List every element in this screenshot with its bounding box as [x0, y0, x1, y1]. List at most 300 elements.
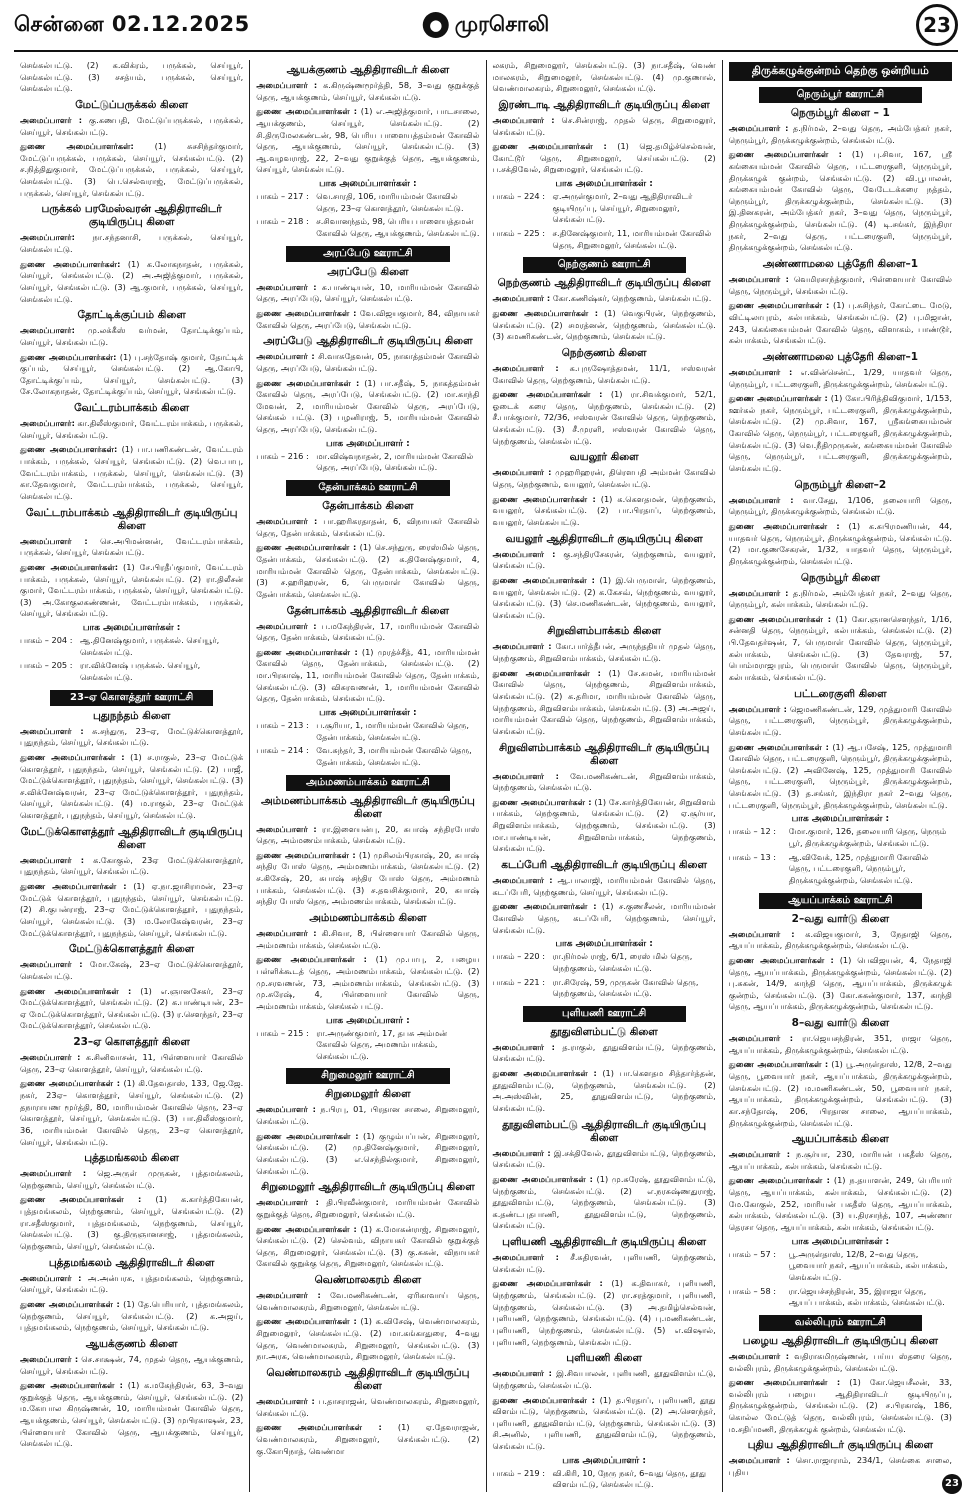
entry-paragraph [729, 955, 952, 1013]
entry-text: வெமிரசாந்த்குமார், பிள்ளையார் கோவில் தெரு, நெரும்பூர், செங்கல்பட்டு. [728, 274, 952, 296]
panchayat-banner: நெற்குணம் ஊராட்சி [523, 257, 686, 273]
section [729, 1439, 952, 1452]
pagam-row [729, 852, 952, 887]
entry-text: (1) கோ.பிரித்திவிகுமார், 1/153, ஊர்கல் நகர், நெரும்பூர், பட்டரைகுளி, திருக்கழுக்குன்றம், செங்கல்பட்டு. (2) மு.சிவா, 167, ஸ்ரீகங்கையம்மன் கோவில் தெரு, நெரும்பூர், பட்டரைகுளி, திருக்கழுக்குன்றம், செங்கல்பட்டு. (3) வெ.நீதிமுருகன், கங்கையம்மன் கோவில் தெரு, நெரும்பூர், பட்டரைகுளி, திருக்கழுக்குன்றம், செங்கல்பட்டு. [728, 393, 952, 474]
entry-paragraph [493, 575, 716, 622]
entry-label: அமைப்பாளர் : [492, 114, 555, 125]
entry-text: செ.சாக்ஷன், 74, முதல் தெரு, ஆயக்குணம், செய்யூர், செங்கல்பட்டு. [20, 1353, 244, 1376]
section-heading: வேட்டரம்பாக்கம் கிளை [74, 402, 190, 415]
section-heading: சிறுவிளம்பாக்கம் ஆதிதிராவிடர் குடியிருப்பு கிளை [498, 741, 710, 767]
section [256, 1181, 479, 1194]
entry-paragraph [256, 824, 479, 847]
section [20, 1257, 243, 1270]
section-heading: வேட்டரம்பாக்கம் ஆதிதிராவிடர் குடியிருப்பு கிளை [25, 506, 238, 532]
section-heading: வயலூர் ஆதிதிராவிடர் குடியிருப்பு கிளை [505, 532, 703, 545]
entry-label: துணை அமைப்பாளர்கள் : [728, 1059, 829, 1070]
entry-paragraph [729, 1149, 952, 1172]
section [20, 1338, 243, 1351]
section-heading: தூதுவிளம்பட்டு கிளை [550, 1025, 658, 1038]
entry [729, 1351, 952, 1374]
entry-paragraph [20, 1168, 243, 1191]
entry-label: அமைப்பாளர் : [728, 494, 794, 505]
entry-label: அமைப்பாளர் : [20, 725, 84, 736]
entry-paragraph [493, 467, 716, 490]
section-heading: 8–வது வார்டு கிளை [791, 1017, 890, 1030]
entry-paragraph [20, 418, 243, 441]
entry-label: துணை அமைப்பாளர்கள் : [492, 389, 603, 400]
section-heading: மேட்டுக்கொளத்தூர் ஆதிதிராவிடர் குடியிருப்பு கிளை [20, 825, 243, 851]
section-heading: நெரும்பூர் கிளை – 1 [790, 107, 890, 119]
entry [493, 141, 716, 176]
entry-paragraph [20, 232, 243, 255]
pagam-heading: பாக அமைப்பாளர்கள் : [319, 707, 417, 718]
entry-label: அமைப்பாளர் : [492, 293, 551, 304]
pagam-heading: பாக அமைப்பாளர்கள் : [555, 939, 653, 950]
entry [729, 521, 952, 568]
entry-paragraph [20, 60, 243, 95]
header-date: சென்னை 02.12.2025 [14, 11, 250, 36]
panchayat-banner: அம்மணம்பாக்கம் ஊராட்சி [286, 775, 449, 791]
pagam-row [256, 216, 479, 239]
entry-text: (1) ஏ.தேவராஜன், வெண்மாலகரம், சிறுமைலூர், செங்கல்பட்டு. (2) கு.கோபிநாத், வெண்மா [256, 1422, 480, 1456]
entry-text: (1) பு.சிவா, 167, ஸ்ரீ கங்கையம்மன் கோவில் தெரு, பட்டரைகுளி, நெரும்பூர், திருக்கழுக் குன்றம், செங்கல்பட்டு. (2) வி.பூபாலன், கங்கையம்மன் கோவில் தெரு, வேடேடக்கரை நத்தம், நெரும்பூர், திருக்கழுக்குன்றம், செங்கல்பட்டு. (3) இ.தினகரன், அம்பேத்கர் நகர், 3–வது தெரு, நெரும்பூர், திருக்கழுக்குன்றம், செங்கல்பட்டு. (4) டி.சங்கர், இந்திரா நகர், 2–வது தெரு, பட்டரைகுளி, நெரும்பூர், திருக்கழுக்குன்றம், செங்கல்பட்டு. [728, 149, 952, 253]
entry-text: (1) எ.ஞானசேகர், 23–ஏ மேட்டுக்கொளத்தூர், செங்கல்பட்டு. (2) க.பாண்டியன், 23–ஏ மேட்டுக்கொளத்தூர், செங்கல்பட்டு. (3) ர.சௌந்தர், 23–ஏ மேட்டுக்கொளத்தூர், செங்கல்பட்டு. [20, 985, 244, 1031]
entry-paragraph [20, 444, 243, 502]
entry [493, 467, 716, 490]
entry [493, 575, 716, 622]
entry-text: ஜெமணிகண்டன், 129, முத்துமாரி கோவில் தெரு, பட்டரைகுளி, நெரும்பூர், திருக்கழுக்குன்றம், செங்கல்பட்டு. [728, 703, 952, 737]
pagam-value: ஏ.அருள்குமார், 2–வது ஆதிதிராவிடர் குடியிருப்பு, செய்யூர், சிறுமைலூர், செங்கல்பட்டு. [552, 191, 693, 225]
section [729, 1017, 952, 1030]
section-heading: புதிய ஆதிதிராவிடர் குடியிருப்பு கிளை [747, 1439, 934, 1452]
entry-label: துணை அமைப்பாளர்கள் : [492, 667, 601, 678]
entry [20, 752, 243, 822]
entry-label: அமைப்பாளர் : [728, 123, 789, 133]
section [729, 1133, 952, 1146]
entry-paragraph [20, 562, 243, 620]
entry-paragraph [256, 928, 479, 951]
entry-text: (1) பூ.அருள்தாஸ், 12/8, 2–வது தெரு, பூவையார் நகர், ஆயப்பாக்கம், திருக்கழுக்குன்றம், செங்கல்பட்டு. (2) ம.மணிகண்டன், 50, பூவையார் நகர், ஆயப்பாக்கம், திருக்கழுக்குன்றம், செங்கல்பட்டு. (3) கா.சந்தோஷ், 206, பிரதான சாலை, ஆயப்பாக்கம், திருக்கழுக்குன்றம், செங்கல்பட்டு. [728, 1059, 953, 1128]
entry-paragraph [493, 1068, 716, 1115]
section [729, 351, 952, 364]
entry [729, 1377, 952, 1435]
entry [729, 393, 952, 474]
panchayat-banner: 23–ஏ கொளத்தூர் ஊராட்சி [50, 690, 213, 706]
section [729, 1335, 952, 1348]
entry-paragraph [729, 1175, 952, 1233]
pagam-key: பாகம் – 57 : [728, 1248, 777, 1259]
pagam-value: வி.கிரி, 10, நேரு நகர், 6–வது தெரு, தூது விளம்பட்டு, செங்கல்பட்டு. [552, 1467, 707, 1490]
entry-label: துணை அமைப்பாளர்கள் : [728, 954, 834, 965]
pagam-key: பாகம் – 216 : [256, 450, 309, 461]
entry [20, 855, 243, 878]
entry-label: துணை அமைப்பாளர்கள் : [492, 1394, 595, 1405]
entry-label: அமைப்பாளர்: [20, 325, 75, 336]
pagam-row [729, 826, 952, 849]
entry-text: (1) க.விசேஷ், வெண்மாலகரம், சிறுமைலூர், செங்கல்பட்டு. (2) மா.கங்காதுரை, 4–வது தெரு, வெண்மாலகரம், சிறுமைலூர், செங்கல்பட்டு. (3) நா.அரசு, வெண்மாலகரம், சிறுமைலூர், செங்கல்பட்டு. [256, 1316, 480, 1362]
entry [729, 1175, 952, 1233]
entry [493, 1042, 716, 1065]
entry-text: (1) க.கெளதமன், நெற்குணம், வயலூர், செங்கல்பட்டு. (2) பா.பிரதாப், நெற்குணம், வயலூர், செங்கல்பட்டு. [492, 493, 716, 527]
entry [493, 1068, 716, 1115]
pagam-key: பாகம் – 205 : [20, 660, 73, 671]
section-heading: அண்ணாமலை புத்தேரி கிளை–1 [762, 258, 919, 271]
entry [20, 444, 243, 502]
entry [20, 562, 243, 620]
entry-label: துணை அமைப்பாளர்கள் : [256, 849, 356, 860]
section [256, 795, 479, 821]
section-heading: புதுநந்தம் கிளை [92, 709, 171, 722]
entry-label: துணை அமைப்பாளர்கள் : [256, 307, 357, 318]
entry-text: நா.சந்தனாசி, பருக்கல், செய்யூர், செங்கல்பட்டு. [20, 232, 244, 255]
entry [20, 325, 243, 348]
entry-label: துணை அமைப்பாளர்கள் : [256, 646, 358, 657]
entry-label: அமைப்பாளர்: [20, 418, 75, 429]
entry [729, 742, 952, 812]
entry [20, 60, 243, 95]
entry-text: (1) முசிலம்பிரகாஷ், 20, சுபாஷ் சந்திர போஸ் தெரு, அம்மணம்பாக்கம், செங்கல்பட்டு. (2) ச.கிசேஷ், 20, சுபாஷ் சந்திர போஸ் தெரு, அம்மணம் பாக்கம், செங்கல்பட்டு. (3) ச.தவசிக்குமார், 20, சுபாஷ் சந்திர போஸ் தெரு, அம்மணம்பாக்கம், செங்கல்பட்டு. [256, 849, 480, 907]
entry [20, 1299, 243, 1334]
pagam-heading: பாக அமைப்பாளர்கள் : [319, 179, 417, 190]
entry-label: துணை அமைப்பாளர்கள்: [20, 141, 134, 152]
entry-text: (1) சே.சுமன், மாரியம்மன் கோவில் தெரு, நெற்குணம், சிறுவிளம்பாக்கம், செங்கல்பட்டு. (2) க.தரிமா, மாரியம்மன் கோவில் தெரு, நெற்குணம், சிறுவிளம்பாக்கம், செங்கல்பட்டு. (3) அ.அஜய், மாரியம்மன் கோவில் தெரு, நெற்குணம், சிறுவிளம்பாக்கம், செங்கல்பட்டு. [492, 667, 716, 736]
pagam-row [256, 451, 479, 474]
entry-paragraph [493, 494, 716, 529]
entry-text: வா.சேது, 1/106, தலையாரி தெரு, நெரும்பூர், திருக்கழுக்குன்றம், செங்கல்பட்டு. [728, 494, 952, 517]
entry [20, 536, 243, 559]
pagam-key: பாகம் – 12 : [728, 826, 777, 837]
section-heading: சிறுமைலூர் ஆதிதிராவிடர் குடியிருப்பு கிளை [261, 1181, 475, 1194]
article-columns [14, 60, 958, 1492]
entry-paragraph [20, 855, 243, 878]
pagam-row [493, 951, 716, 974]
entry [20, 1354, 243, 1377]
pagam-value: பூ.அருள்தாஸ், 12/8, 2–வது தெரு, பூவையார் நகர், ஆயப்பாக்கம், கல்பாக்கம், செங்கல்பட்டு. [788, 1248, 948, 1282]
entry-text: அ.அன்பரசு, புத்தமங்கலம், நெற்குணம், செய்யூர், செங்கல்பட்டு. [20, 1272, 244, 1295]
entry-paragraph [256, 1131, 479, 1178]
section-heading: வயலூர் கிளை [569, 451, 639, 464]
entry-label: அமைப்பாளர் : [20, 854, 85, 865]
entry-text: செங்கல்பட்டு. (2) க.விக்ரம், பருக்கல், செய்யூர், செங்கல்பட்டு. (3) சசத்யம், பருக்கல், செய்யூர், செங்கல்பட்டு. [20, 60, 244, 94]
section-heading: நெரும்பூர் கிளை–2 [794, 478, 887, 491]
pagam-key: பாகம் – 214 : [256, 745, 309, 756]
entry-paragraph [493, 1252, 716, 1275]
entry-paragraph [256, 1224, 479, 1271]
entry-text: வதிராகமிருஷ்ணன், பய்ய ஸ்தரை தெரு, வல்லிபுரம், திருக்கழுக்குன்றம், செங்கல்பட்டு. [728, 1350, 952, 1373]
entry-label: அமைப்பாளர் : [256, 928, 317, 939]
section [256, 1274, 479, 1287]
pagam-value: மா.விஷ்வநாதன், 2, மாரியம்மன் கோவில் தெரு, அரப்பேடு, செங்கல்பட்டு. [316, 450, 474, 473]
entry [729, 274, 952, 297]
entry-paragraph [256, 378, 479, 436]
entry [256, 954, 479, 1012]
entry [493, 1148, 716, 1171]
entry [20, 352, 243, 399]
entry-text: (1) கோ.ஞானசௌந்தர், 1/16, சன்னதி தெரு, நெரும்பூர், கல்பாக்கம், செங்கல்பட்டு. (2) பி.தேவதர்ஷன், 7, பெருமாள் கோவில் தெரு, நெரும்பூர், கல்பாக்கம், செங்கல்பட்டு. (3) தேவராஜ், 57, பொம்மராஜபுரம், பெருமாள் கோவில் தெரு, நெரும்பூர், கல்பாக்கம், செங்கல்பட்டு. [728, 613, 952, 682]
entry [493, 1278, 716, 1348]
entry [256, 824, 479, 847]
entry-paragraph [20, 1078, 243, 1148]
entry-paragraph [493, 363, 716, 386]
entry-paragraph [493, 1395, 716, 1453]
entry [493, 797, 716, 855]
entry-paragraph [493, 797, 716, 855]
entry-paragraph [256, 647, 479, 705]
section-heading: தேன்பாக்கம் கிளை [322, 500, 414, 513]
entry-text: வே.மணிகண்டன், சிறுவிளம்பாக்கம், நெற்குணம், செங்கல்பட்டு. [492, 770, 716, 793]
entry-label: அமைப்பாளர் : [492, 1368, 552, 1379]
entry-text: க.சினிவாசன், 11, பிள்ளையார் கோவில் தெரு, 23–ஏ கொளத்தூர், செய்யூர், செங்கல்பட்டு. [20, 1052, 244, 1074]
entry-text: கு.கணபதி, மேட்டுப்பருக்கல், பருக்கல், செய்யூர், செங்கல்பட்டு. [20, 114, 244, 137]
entry-text: (1) வெகுபிரன், நெற்குணம், செங்கல்பட்டு. (2) சமரத்னன், நெற்குணம், செங்கல்பட்டு. (3) சுமணிகண்டன், நெற்குணம், செங்கல்பட்டு. [492, 307, 716, 342]
entry-text: (1) ச.ராகுல், 23–ஏ மேட்டுக் கொளத்தூர், புதுநந்தம், செய்யூர், செங்கல்பட்டு. (2) பாஜீ, மேட்டுக்கொளத்தூர், புதுநந்தம், செய்யூர், செங்கல்பட்டு. (3) ச.விக்னேஷ்வரன், 23–ஏ மேட்டுக்கொளத்தூர், புதுநந்தம், செய்யூர், செங்கல்பட்டு. (4) ம.ராகுல், 23–ஏ மேட்டுக் கொளத்தூர், புதுநந்தம், செய்யூர், செங்கல்பட்டு. [20, 751, 244, 821]
entry-label: அமைப்பாளர் : [20, 1052, 81, 1063]
entry-paragraph [20, 141, 243, 199]
section [20, 710, 243, 723]
section [20, 1036, 243, 1049]
section [256, 64, 479, 77]
entry-label: அமைப்பாளர் : [728, 928, 795, 939]
entry-paragraph [256, 1396, 479, 1419]
entry-label: துணை அமைப்பாளர்கள் : [728, 520, 840, 531]
entry-paragraph [729, 123, 952, 146]
entry-paragraph [729, 274, 952, 297]
pagam-row [256, 745, 479, 768]
entry-text: (1) எ.அஜித்குமார், பாடசாலை, ஆயக்குணம், செய்யூர், செங்கல்பட்டு. (2) சி.திருமேலகண்டன், 98, பெரிய பாளையத்தம்மன் கோவில் தெரு, ஆயக்குணம், செய்யூர், செங்கல்பட்டு. (3) ஆ.வழவராஜ், 22, 2–வது குறுக்குத் தெரு, ஆயக்குணம், செய்யூர், செங்கல்பட்டு. [256, 106, 480, 175]
entry-text: (1) சுசசிந்தர்குமார், மேட்டுப்பருக்கல், பருக்கல், செய்யூர், செங்கல்பட்டு. (2) ச.நித்திதுகுமார், மேட்டுப்பருக்கல், பருக்கல், செய்யூர், செங்கல்பட்டு. (3) பெ.செல்வராஜ், மேட்டுப்பருக்கல், பருக்கல், செய்யூர், செங்கல்பட்டு. [20, 141, 244, 198]
panchayat-banner: தேன்பாக்கம் ஊராட்சி [286, 480, 449, 496]
masthead [423, 12, 550, 39]
entry [256, 282, 479, 305]
entry-text: (1) பெவிஜயன், 4, நேதாஜி தெரு, ஆயப்பாக்கம், திருக்கழுக்குன்றம், செங்கல்பட்டு. (2) பு.சுகன், 14/9, காந்தி தெரு, ஆயப்பாக்கம், திருக்கழுக் குன்றம், செங்கல்பட்டு. (3) கோ.சுகன்குமார், 137, காந்தி தெரு, ஆயப்பாக்கம், திருக்கழுக்குன்றம், செங்கல்பட்டு. [728, 954, 952, 1012]
entry-label: துணை அமைப்பாளர்கள்: [20, 444, 118, 455]
entry-label: துணை அமைப்பாளர்கள் : [256, 1422, 382, 1433]
pagam-row [20, 660, 243, 683]
entry-label: துணை அமைப்பாளர்கள்: [20, 561, 119, 572]
pagam-heading: பாக அமைப்பாளர் : [326, 438, 410, 449]
entry-label: துணை அமைப்பாளர்கள் : [492, 1068, 597, 1079]
section [20, 1152, 243, 1165]
entry-text: (1) த.பிரதாப், புளியணி, தூது விளம்பட்டு, நெற்குணம், செங்கல்பட்டு. (2) அ.சௌந்தர், புளியணி, தூதுவிளம்பட்டு, நெற்குணம், செங்கல்பட்டு. (3) சி.அனில், புளியணி, தூதுவிளம்பட்டு, நெற்குணம், செங்கல்பட்டு. [492, 1394, 716, 1452]
entry-label: அமைப்பாளர் : [728, 587, 789, 598]
entry-text: (1) மு.பாபு, 2, பழைய பள்ளிக்கூடத் தெரு, அம்மணம்பாக்கம், செங்கல்பட்டு. (2) மு.சரவணன், 73, அம்மணம்பாக்கம், செங்கல்பட்டு. (3) மு.சுரேஷ், 4, பிள்ளையார் கோவில் தெரு, அம்மணம்பாக்கம், செங்கல் பட்டு. [256, 954, 480, 1011]
section-heading: வெண்மாலகரம் கிளை [314, 1274, 422, 1287]
entry-paragraph [729, 149, 952, 254]
entry-text: க.கிருஷ்ணமூர்த்தி, 58, 3–வது குறுக்குத் தெரு, ஆயக்குணம், செய்யூர், செங்கல்பட்டு. [256, 80, 480, 102]
entry-paragraph [20, 986, 243, 1033]
entry [20, 1078, 243, 1148]
entry [256, 1290, 479, 1313]
entry-text: (1) ந.தயாளன், 249, பெரியார் தெரு, ஆயப்பாக்கம், கல்பாக்கம், செங்கல்பட்டு. (2) மே.கோகுல், 252, மாரியன் பகதீஸ் தெரு, ஆயப்பாக்கம், கல்பாக்கம், செங்கல்பட்டு. (3) ய.திரசாந்த், 107, அண்ணா தெரசா தெரு, ஆயப்பாக்கம், கல்பாக்கம், செங்கல்பட்டு. [728, 1175, 952, 1233]
entry-text: லகரம், சிறுமைலூர், செங்கல்பட்டு. (3) நா.சதீஷ், வெண் மாலகரம், சிறுமைலூர், செங்கல்பட்டு. (4) மு.குணால், வெண்மாலகரம், சிறுமைலூர், செங்கல்பட்டு. [492, 60, 716, 94]
entry-label: துணை அமைப்பாளர்கள் : [256, 1223, 357, 1234]
entry [20, 881, 243, 939]
entry-text: (1) கி.தேவதாஸ், 133, ஜே.ஜே. நகர், 23ஏ– கொளத்தூர், செய்யூர், செங்கல்பட்டு. (2) தநாராயண மூர்த்தி, 80, மாரியம்மன் கோவில் தெரு, 23–ஏ கொளத்தூர், செய்யூர், செங்கல்பட்டு. (3) பா.திலீஸ்குமார், 36, மாரியம்மன் கோவில் தெரு, 23–ஏ கொளத்தூர், செய்யூர், செங்கல்பட்டு. [20, 1078, 244, 1147]
entry-paragraph [493, 389, 716, 447]
entry [729, 495, 952, 518]
pagam-row [493, 1468, 716, 1491]
entry-text: ப.மகேந்திரன், 17, மாரியம்மன் கோவில் தெரு, தேன்பாக்கம், செங்கல்பட்டு. [256, 620, 480, 643]
entry-paragraph [493, 549, 716, 572]
entry [493, 115, 716, 138]
entry [256, 80, 479, 103]
entry-paragraph [729, 588, 952, 611]
entry-paragraph [20, 536, 243, 559]
section-heading: ஆயப்பாக்கம் கிளை [791, 1133, 889, 1146]
entry-text: (1) சே.பிரதீப்குமார், வேட்டரம் பாக்கம், பருக்கல், செய்யூர், செங்கல்பட்டு. (2) ரா.திலீசன் குமார், வேட்டரம்பாக்கம், பருக்கல், செய்யூர், செங்கல்பட்டு. (3) அ.கோகுலகண்ணன், வேட்டரம்பாக்கம், பருக்கல், செய்யூர், செங்கல்பட்டு. [20, 561, 244, 619]
entry-label: அமைப்பாளர் : [256, 1395, 315, 1406]
section [256, 1088, 479, 1101]
entry-text: இ.சக்திவேல், தூதுவிளம்பட்டு, நெற்குணம், செங்கல்பட்டு. [492, 1147, 716, 1170]
section-heading: நெரும்பூர் கிளை [800, 571, 880, 584]
entry-paragraph [256, 1197, 479, 1220]
entry-paragraph [256, 106, 479, 176]
section-heading: நெற்குணம் கிளை [561, 346, 647, 359]
entry [493, 771, 716, 794]
panchayat-banner: அரப்பேடு ஊராட்சி [286, 246, 449, 262]
entry-label: துணை அமைப்பாளர்கள் : [20, 1380, 123, 1391]
entry [20, 1380, 243, 1450]
section-heading: சிறுமைலூர் கிளை [325, 1088, 411, 1101]
entry [729, 1149, 952, 1172]
entry [20, 1194, 243, 1252]
entry-paragraph [493, 1042, 716, 1065]
entry-label: அமைப்பாளர் : [728, 366, 793, 377]
entry-label: அமைப்பாளர் : [728, 1350, 790, 1361]
entry-paragraph [493, 1148, 716, 1171]
entry-text: மோ.கேஷ், 23–ஏ மேட்டுக்கொளத்தூர், செங்கல்பட்டு. [20, 959, 244, 981]
section [20, 402, 243, 415]
elephant-logo-icon: ● [423, 12, 449, 38]
entry-paragraph [256, 1290, 479, 1313]
entry-text: (1) மு.சுரேஷ், தூதுவிளம்பட்டு, நெற்குணம், செங்கல்பட்டு. (2) எ.நரசுஷ்ணதுராஜ், தூதுவிளம்பட்டு, நெற்குணம், செங்கல்பட்டு. (3) க.தண்டபுதபாணி, தூதுவிளம்பட்டு, நெற்குணம், செங்கல்பட்டு. [492, 1173, 716, 1231]
entry [20, 986, 243, 1033]
pagam-value: ச.சிவானந்தம், 98, பெரிய பாளையத்தமன் கோவில் தெரு, ஆயக்குணம், செங்கல்பட்டு. [316, 216, 480, 239]
entry [256, 1131, 479, 1178]
entry [256, 928, 479, 951]
entry [493, 875, 716, 898]
entry-text: (1) க.லோகநாதன், பருக்கல், செய்யூர், செங்கல்பட்டு. (2) அ.அஜித்குமார், பருக்கல், செய்யூர், செங்கல்பட்டு. (3) ஆ.குமார், பருக்கல், செய்யூர், செங்கல்பட்டு. [20, 258, 244, 304]
entry-text: (1) க.மோகன்ராஜ், சிறுமைலூர், செங்கல்பட்டு. (2) செல்வம், விநாயகர் கோவில் குறுக்குத் தெரு, சிறுமைலூர், செங்கல்பட்டு. (3) கு.சுகன், விநாயகர் கோவில் குறுக்கு தெரு, சிறுமைலூர், செங்கல்பட்டு. [256, 1223, 480, 1269]
entry-text: கோ.பார்த்தீபன், அருந்ததியர் முதல் தெரு, நெற்குணம், சிறுவிளம்பாக்கம், செங்கல்பட்டு. [492, 641, 716, 664]
section [493, 277, 716, 290]
entry-text: (1) க.திவாகர், புளியணி, நெற்குணம், செங்கல்பட்டு. (2) ரா.சரத்குமார், புளியணி, நெற்குணம், செங்கல்பட்டு. (3) அ.தமிழ்செல்வன், புளியணி, நெற்குணம், செங்கல்பட்டு. (4) பு.மணிகண்டன், புளியணி, நெற்குணம், செங்கல்பட்டு. (5) எ.விஷால், புளியணி, நெற்குணம், செங்கல்பட்டு. [492, 1278, 716, 1347]
entry-text: (1) பு.சந்தோஷ் குமார், தோட்டிக் குப்பம், செய்யூர், செங்கல்பட்டு. (2) ஆ.கோபி, தோட்டிக்குப்பம், செய்யூர், செங்கல்பட்டு. (3) சே.லோகநாதன், தோட்டிக்குப்பம், செய்யூர், செங்கல்பட்டு. [20, 351, 244, 397]
brand-name: முரசொலி [454, 11, 550, 36]
entry-label: அமைப்பாளர் : [256, 1104, 316, 1115]
entry-label: துணை அமைப்பாளர்கள் : [20, 985, 132, 996]
section-heading: ஆயக்குணம் ஆதிதிராவிடர் கிளை [286, 64, 450, 76]
entry-text: (1) இ.பெருமாள், நெற்குணம், வயலூர், செங்கல்பட்டு. (2) க.கேசவ், நெற்குணம், வயலூர், செங்கல்பட்டு. (3) செ.மணிகண்டன், நெற்குணம், வயலூர், செங்கல்பட்டு. [492, 574, 716, 620]
entry [256, 516, 479, 539]
entry-paragraph [20, 726, 243, 749]
entry-label: அமைப்பாளர் : [20, 1168, 87, 1179]
entry-text: த.நிர்மல், அம்பேத்கர் நகர், 2–வது தெரு, நெரும்பூர், கல்பாக்கம், செங்கல்பட்டு. [728, 587, 952, 610]
entry-paragraph [20, 1354, 243, 1377]
entry-label: அமைப்பாளர் : [492, 548, 556, 559]
section [20, 203, 243, 229]
section [493, 625, 716, 638]
entry [493, 668, 716, 738]
entry-text: கு.சந்திரசேகரன், நெற்குணம், வயலூர், செங்கல்பட்டு. [492, 548, 716, 571]
entry-paragraph [493, 308, 716, 343]
section [493, 742, 716, 768]
panchayat-banner: நெரும்பூர் ஊராட்சி [759, 87, 922, 103]
entry [256, 1422, 479, 1457]
entry [729, 149, 952, 254]
section [20, 507, 243, 533]
entry [493, 308, 716, 343]
entry-paragraph [256, 308, 479, 331]
entry-text: (1) ஆ.பசேஷ், 125, முத்துமாரி கோவில் தெரு, பட்டரைகுளி, நெரும்பூர், திருக்கழுக்குன்றம், செங்கல்பட்டு. (2) அவினேஷ், 125, முத்துமாரி கோவில் தெரு, பட்டரைகுளி, நெரும்பூர், திருக்கழுக்குன்றம், செங்கல்பட்டு. (3) த.சங்கர், இந்திரா நகர் 2–வது தெரு, பட்டரைகுளி, நெரும்பூர், திருக்கழுக்குன்றம், செங்கல்பட்டு. [728, 741, 952, 810]
entry-label: அமைப்பாளர் : [728, 703, 787, 714]
entry-label: துணை அமைப்பாளர்கள் : [728, 1175, 830, 1186]
entry [20, 959, 243, 982]
panchayat-banner: சிறுமைலூர் ஊராட்சி [286, 1068, 449, 1084]
entry-text: ப.தாசராஜன், வெண்மாலகரம், சிறுமைலூர், செங்கல்பட்டு. [256, 1395, 480, 1418]
section-heading: தூதுவிளம்பட்டு ஆதிதிராவிடர் குடியிருப்பு கிளை [502, 1118, 707, 1144]
section-heading: புளியணி கிளை [566, 1352, 642, 1365]
entry-text: செ.அபிமன்னன், வேட்டரம்பாக்கம், பருக்கல், செய்யூர், செங்கல்பட்டு. [20, 535, 244, 558]
entry [256, 850, 479, 908]
entry-text: (1) ஏ.நா.ஜாசிராமன், 23–ஏ மேட்டுக் கொளத்தூர், புதுநந்தம், செய்யூர், செங்கல்பட்டு. (2) சி.குபன்ராஜ், 23–ஏ மேட்டுக்கொளத்தூர், புதுநந்தம், செய்யூர், செங்கல்பட்டு. (3) ம.லோகேஷ்வரன், 23–ஏ மேட்டுக்கொளத்தூர், புதுநந்தம், செய்யூர், செங்கல்பட்டு. [20, 881, 244, 938]
entry-paragraph [20, 115, 243, 138]
section [256, 912, 479, 925]
entry-label: அமைப்பாளர் : [20, 114, 83, 125]
entry-label: துணை அமைப்பாளர்கள் : [256, 1130, 359, 1141]
entry-paragraph [493, 115, 716, 138]
section [20, 99, 243, 112]
entry-label: துணை அமைப்பாளர்கள் : [728, 741, 829, 752]
page-number-badge: 23 [916, 4, 958, 46]
entry-text: (1) க.சுபிரமணியன், 44, யாதவர் தெரு, நெரும்பூர், திருக்கழுக்குன்றம், செங்கல்பட்டு. (2) மா.குணசேகரன், 1/32, யாதவர் தெரு, நெரும்பூர், திருக்கழுக்குன்றம், செங்கல்பட்டு. [728, 520, 952, 566]
entry [493, 363, 716, 386]
entry-paragraph [20, 752, 243, 822]
entry-label: அமைப்பாளர் : [492, 467, 552, 478]
entry-paragraph [256, 542, 479, 600]
entry-paragraph [729, 1377, 952, 1435]
entry [729, 367, 952, 390]
section [729, 107, 952, 120]
entry-text: சீ.சுதிரவன், புளியணி, நெற்குணம், செங்கல்பட்டு. [492, 1252, 716, 1274]
entry-text: இ.சிவபாலன், புளியணி, தூதுவிளம்பட்டு, நெற்குணம், செங்கல்பட்டு. [492, 1368, 716, 1390]
entry-label: அமைப்பாளர் : [492, 641, 552, 652]
entry-text: (1) தே.பெரியார், புத்தமங்கலம், நெற்குணம், செய்யூர், செங்கல்பட்டு. (2) க.அஜய், புத்தமங்கலம், நெற்குணம், செய்யூர், செங்கல்பட்டு. [20, 1298, 244, 1333]
entry [20, 1168, 243, 1191]
entry [729, 123, 952, 146]
entry [20, 1273, 243, 1296]
entry-paragraph [20, 1380, 243, 1450]
pagam-value: ஆ.விவேக், 125, முத்துமாரி கோவில் தெரு, பட்டரைகுளி, நெரும்பூர், திருக்கழுக்குன்றம், செங்கல்பட்டு. [788, 851, 929, 885]
entry [256, 106, 479, 176]
entry-label: அமைப்பாளர் : [20, 1272, 82, 1283]
entry-paragraph [493, 771, 716, 794]
entry-text: (1) ச.குணசீலன், மாரியம்மன் கோவில் தெரு, கடப்பேரி, நெற்குணம், செய்யூர், செங்கல்பட்டு. [492, 901, 716, 935]
entry-paragraph [493, 1174, 716, 1232]
entry-label: அமைப்பாளர் : [728, 1455, 790, 1466]
entry-label: அமைப்பாளர் : [492, 1041, 555, 1052]
section-heading: நெற்குணம் ஆதிதிராவிடர் குடியிருப்பு கிளை [497, 277, 711, 290]
section-heading: தேன்பாக்கம் ஆதிதிராவிடர் கிளை [286, 604, 449, 617]
entry-paragraph [20, 1052, 243, 1075]
pagam-value: வே.சுந்தர், 3, மாரியம்மன் கோவில் தெரு, தேன்பாக்கம், செங்கல்பட்டு. [316, 745, 472, 767]
entry-paragraph [729, 929, 952, 952]
entry-label: துணை அமைப்பாளர்கள் : [728, 300, 830, 311]
union-banner: திருக்கழுக்குன்றம் தெற்கு ஒன்றியம் [729, 62, 952, 81]
entry-text: ரா.ஜெயசந்திரன், 351, ராஜா தெரு, ஆயப்பாக்கம், திருக்கழுக்குன்றம், செங்கல்பட்டு. [728, 1033, 952, 1055]
entry-paragraph [493, 1368, 716, 1391]
entry-paragraph [493, 60, 716, 95]
